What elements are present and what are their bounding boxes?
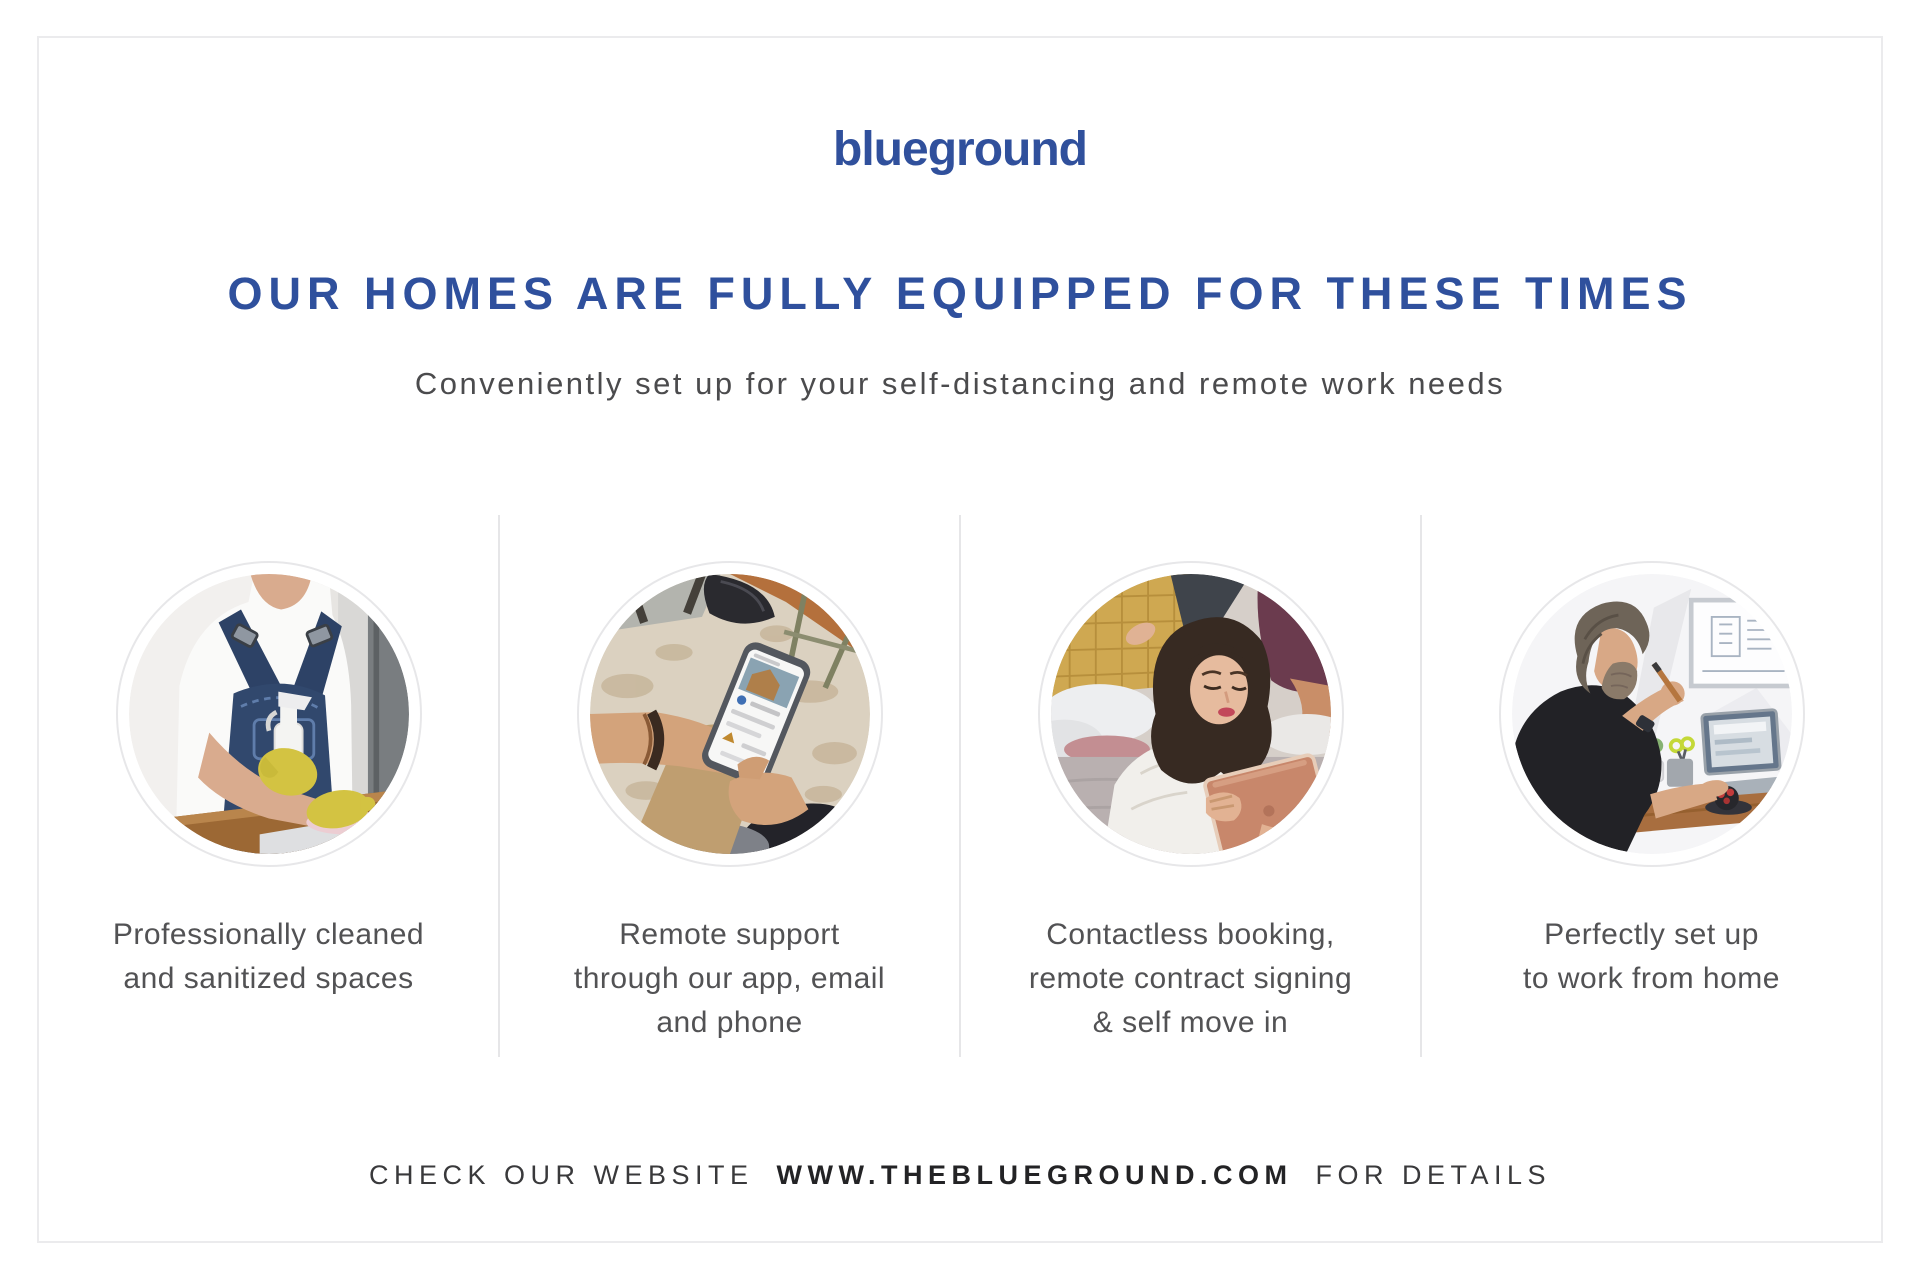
feature-caption: [1523, 913, 1780, 1001]
caption-line: and sanitized spaces: [123, 962, 414, 995]
caption-line: & self move in: [1092, 1006, 1289, 1039]
feature-caption: [1029, 913, 1352, 1045]
caption-line: Remote support: [619, 918, 840, 951]
feature-remote-support: [498, 515, 959, 1057]
feature-cleaning: [39, 515, 498, 1057]
photo-ring: [116, 561, 422, 867]
hands-using-phone-app-photo: [590, 574, 870, 854]
feature-caption: [113, 913, 424, 1001]
feature-work-from-home: [1420, 515, 1881, 1057]
feature-caption: [574, 913, 885, 1045]
footer-suffix: FOR DETAILS: [1315, 1160, 1552, 1190]
caption-line: to work from home: [1523, 962, 1780, 995]
caption-line: Perfectly set up: [1544, 918, 1759, 951]
photo-ring: [577, 561, 883, 867]
photo-ring: [1499, 561, 1805, 867]
footer-note: [0, 1160, 1920, 1191]
blueground-logo: blueground: [833, 123, 1087, 176]
caption-line: and phone: [656, 1006, 803, 1039]
housekeeper-cleaning-counter-photo: [129, 574, 409, 854]
footer-website: WWW.THEBLUEGROUND.COM: [776, 1160, 1293, 1190]
man-working-from-home-desk-photo: [1512, 574, 1792, 854]
photo-ring: [1038, 561, 1344, 867]
subheadline: Conveniently set up for your self-distancing and remote work needs: [414, 366, 1506, 401]
caption-line: Contactless booking,: [1046, 918, 1335, 951]
headline: OUR HOMES ARE FULLY EQUIPPED FOR THESE TIMES: [227, 268, 1693, 319]
caption-line: remote contract signing: [1028, 962, 1353, 995]
footer-prefix: CHECK OUR WEBSITE: [368, 1160, 754, 1190]
caption-line: Professionally cleaned: [112, 918, 425, 951]
woman-with-tablet-on-bed-photo: [1051, 574, 1331, 854]
caption-line: through our app, email: [573, 962, 886, 995]
feature-columns: [39, 515, 1881, 1057]
feature-contactless-booking: [959, 515, 1420, 1057]
